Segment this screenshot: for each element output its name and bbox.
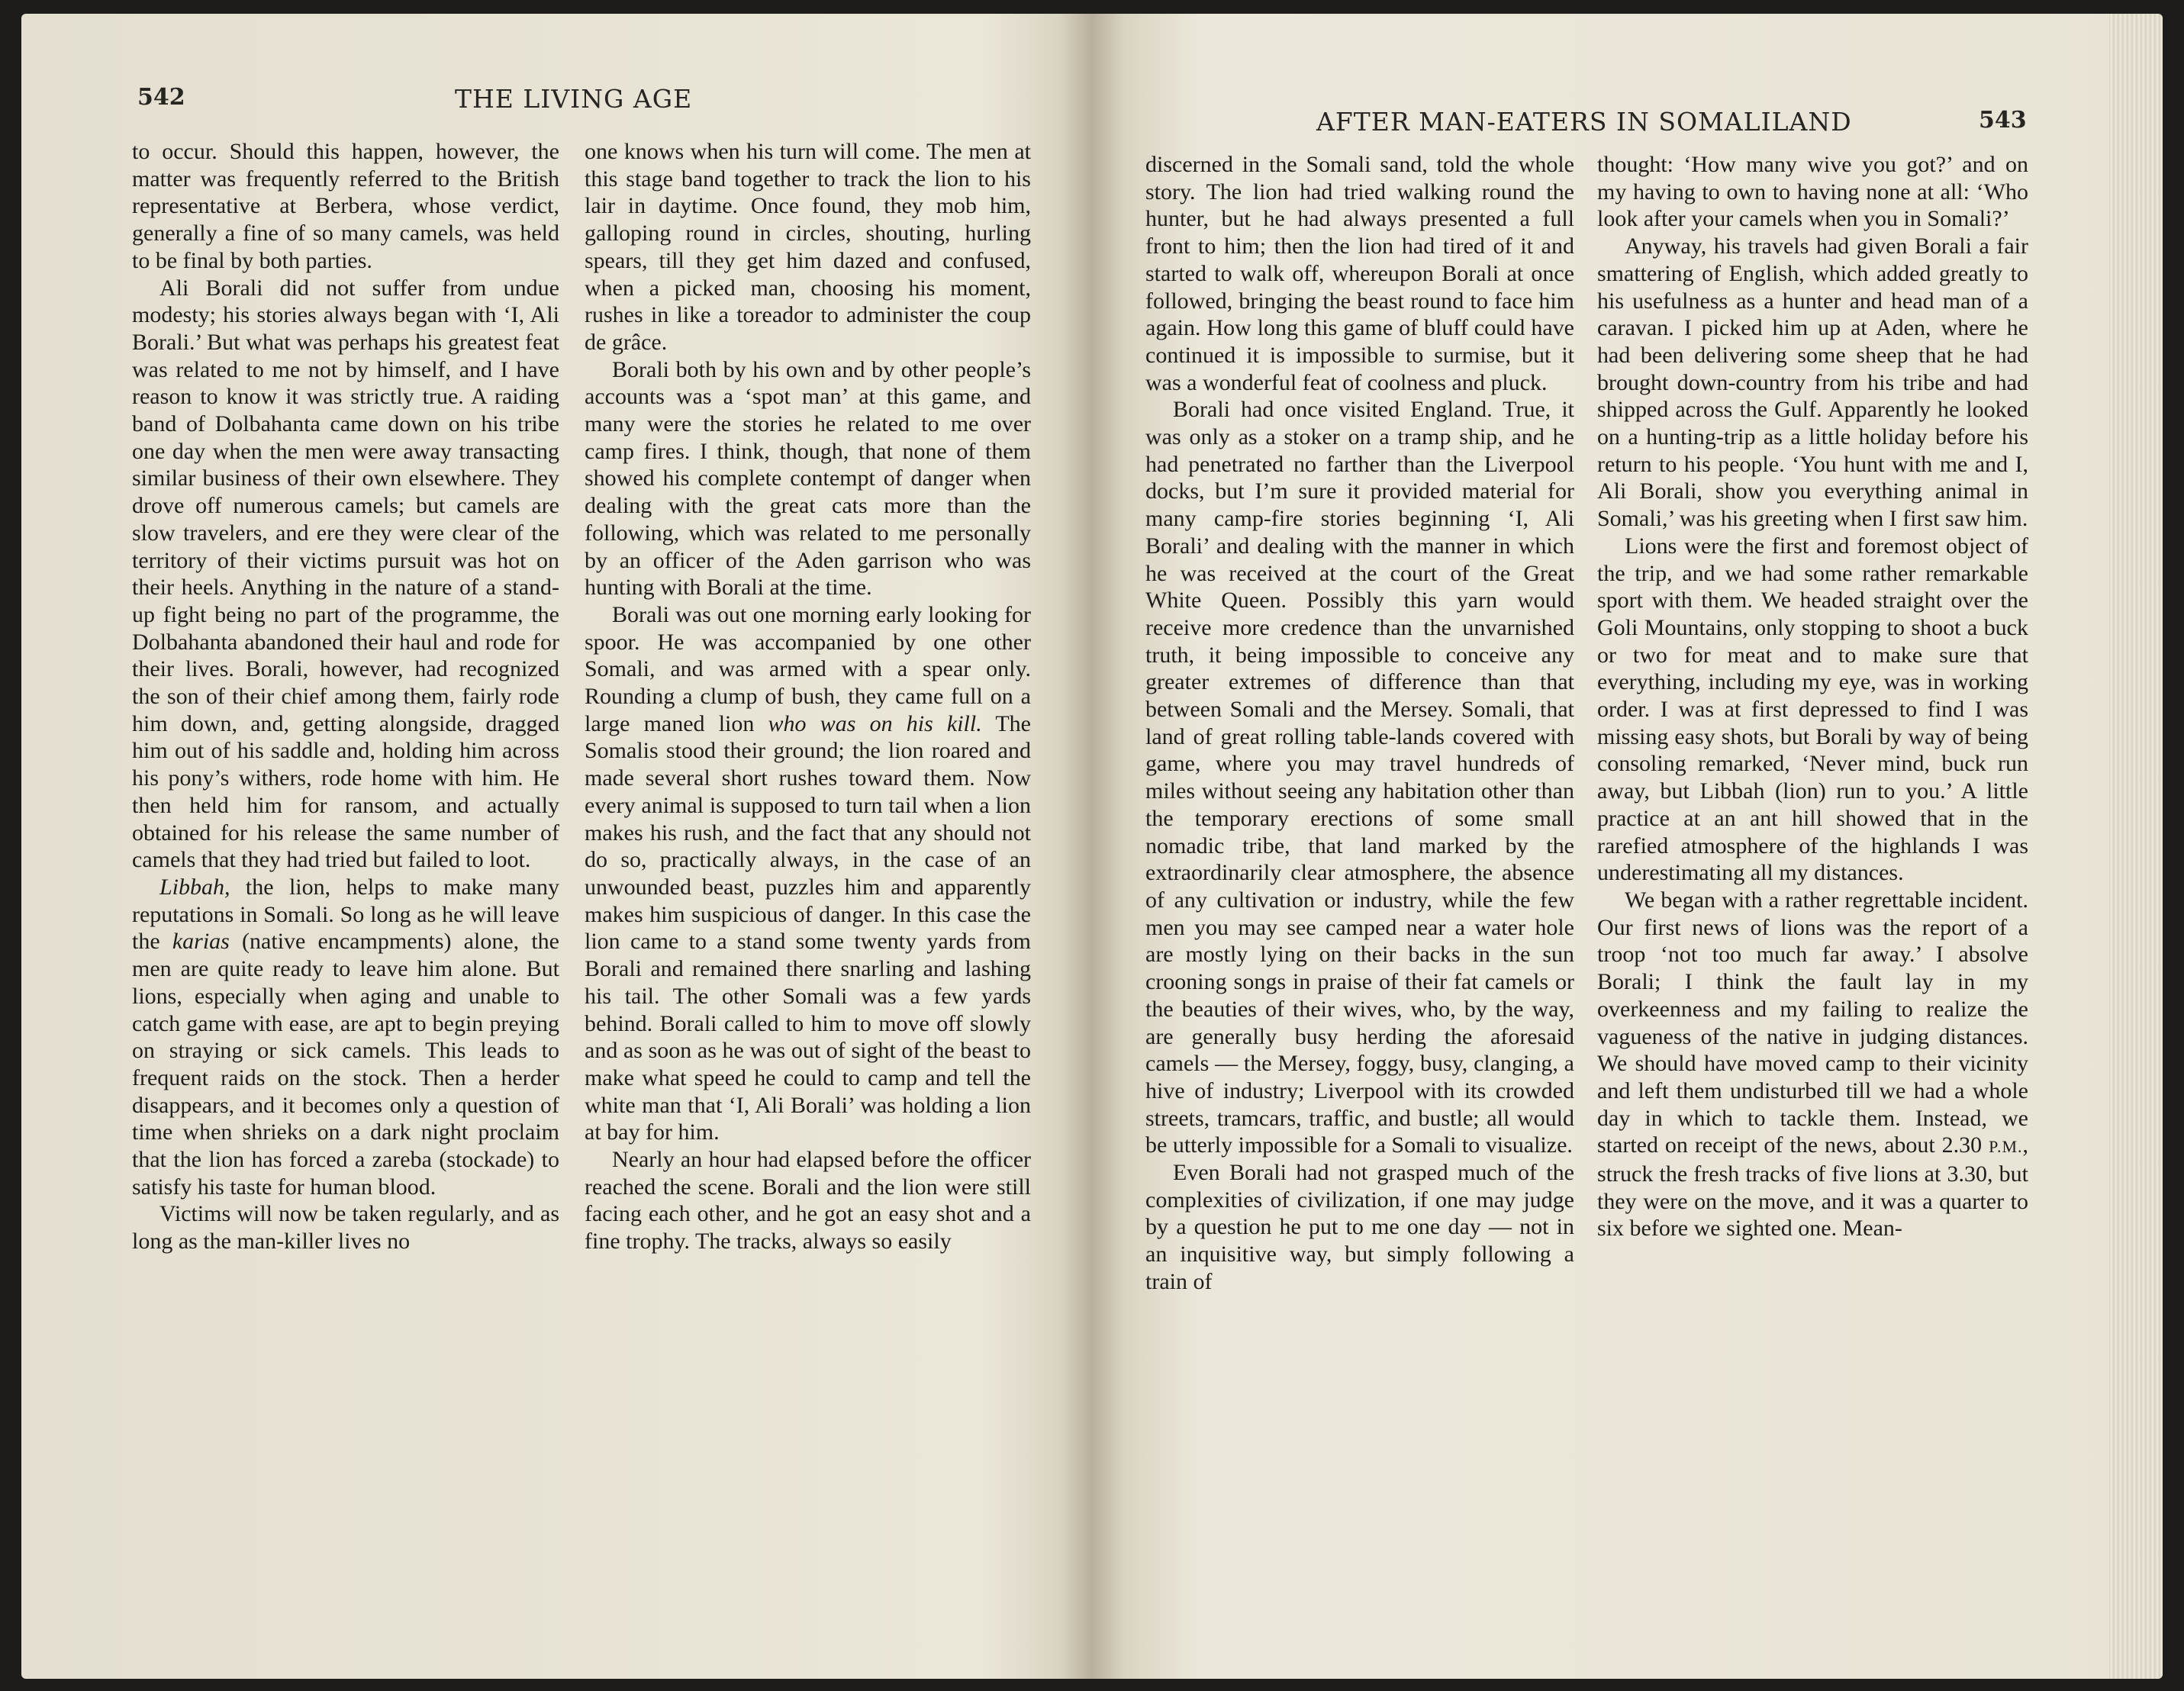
paragraph-text: , struck the fresh tracks of five lions at 3.30, but they were on the move, and it was a quarter to six before we sighted one. Mean- [1597, 1132, 2028, 1242]
paragraph: Anyway, his travels had given Borali a fair smattering of English, which added greatly to his usefulness as a hunter and head man of a caravan. I picked him up at Aden, where he had been delivering some sheep that he had brought down-country from his tribe and had shipped across the Gulf. Apparently he looked on a hunting-trip as a little holiday before his return to his people. ‘You hunt with me and I, Ali Borali, show you everything animal in Somali,’ was his greeting when I first saw him. [1597, 234, 2028, 532]
paragraph: Victims will now be taken regularly, and as long as the man-killer lives no [132, 1201, 559, 1255]
italic-term: karias [172, 929, 230, 955]
italic-term: Libbah, [159, 874, 230, 900]
paragraph [1597, 887, 2028, 1242]
paragraph: Even Borali had not grasped much of the complexities of civilization, if one may judge by a question he put to me one day — not in an inquisitive way, but simply following a train of [1145, 1160, 1574, 1294]
paragraph: Ali Borali did not suffer from undue modesty; his stories always began with ‘I, Ali Borali.’ But what was perhaps his greatest feat was related to me not by himself, and I have reason to know it was strictly true. A raiding band of Dolbahanta came down on his tribe one day when the men were away transacting similar business of their own elsewhere. They drove off numerous camels; but camels are slow travelers, and ere they were clear of the territory of their victims pursuit was hot on their heels. Anything in the nature of a stand-up fight being no part of the programme, the Dolbahanta abandoned their haul and rode for their lives. Borali, however, had recognized the son of their chief among them, fairly rode him down, and, getting alongside, dragged him out of his saddle and, holding him across his pony’s withers, rode home with him. He then held him for ransom, and actually obtained for his release the same number of camels that they had tried but failed to loot. [132, 275, 559, 873]
paragraph: thought: ‘How many wive you got?’ and on my having to own to having none at all: ‘Who look after your camels when you in Somali?’ [1597, 152, 2028, 232]
page-number: 542 [137, 84, 185, 111]
paragraph-text: We began with a rather regrettable incident. Our first news of lions was the report of a troop ‘not too much far away.’ I absolve Borali; I think the fault lay in my overkeenness and my failing to realize the vagueness of the native in judging distances. We should have moved camp to their vicinity and left them undisturbed till we had a whole day in which to tackle them. Instead, we started on receipt of the news, about 2.30 [1597, 887, 2028, 1158]
paragraph: Nearly an hour had elapsed before the officer reached the scene. Borali and the lion were still facing each other, and he got an easy shot and a fine trophy. The tracks, always so easily [585, 1147, 1031, 1255]
paragraph: Borali both by his own and by other people’s accounts was a ‘spot man’ at this game, and many were the stories he related to me over camp fires. I think, though, that none of them showed his complete contempt of danger when dealing with the great cats more than the following, which was related to me personally by an officer of the Aden garrison who was hunting with Borali at the time. [585, 356, 1031, 601]
paragraph-text: Borali was out one morning early looking for spoor. He was accompanied by one other Somali, and was armed with a spear only. Rounding a clump of bush, they came full on a large maned lion [585, 601, 1031, 736]
paragraph: to occur. Should this happen, however, the matter was frequently referred to the British representative at Berbera, whose verdict, generally a fine of so many camels, was held to be final by both parties. [132, 139, 559, 273]
paragraph [585, 601, 1031, 1146]
right-page [1094, 14, 2131, 1679]
italic-phrase: who was on his kill. [768, 710, 982, 736]
paragraph: Lions were the first and foremost object of the trip, and we had some rather remarkable sport with them. We headed straight over the Goli Mountains, only stopping to shoot a buck or two for meat and to make sure that everything, including my eye, was in working order. I was at first depressed to find I was missing easy shots, but Borali by way of being consoling remarked, ‘Never mind, buck run away, but Libbah (lion) run to you.’ A little practice at an ant hill showed that in the rarefied atmosphere of the highlands I was underestimating all my distances. [1597, 533, 2028, 886]
running-head: AFTER MAN-EATERS IN SOMALILAND [1316, 107, 1852, 137]
book-spread [21, 14, 2163, 1679]
left-page [21, 14, 1074, 1679]
paragraph: Borali had once visited England. True, it was only as a stoker on a tramp ship, and he had penetrated no farther than the Liverpool docks, but I’m sure it provided material for many camp-fire stories beginning ‘I, Ali Borali’ and dealing with the manner in which he was received at the court of the Great White Queen. Possibly this yarn would receive more credence than the unvarnished truth, it being impossible to conceive any greater extremes of difference than that between Somali and the Mersey. Somali, that land of great rolling table-lands covered with game, where you may travel hundreds of miles without seeing any habitation other than the temporary erections of some small nomadic tribe, that land marked by the extraordinarily clear atmosphere, the absence of any cultivation or industry, while the few men you may see camped near a water hole are mostly lying on their backs in the sun crooning songs in praise of their fat camels or the beauties of their wives, who, by the way, are generally busy herding the aforesaid camels — the Mersey, foggy, busy, clanging, a hive of industry; Liverpool with its crowded streets, tramcars, traffic, and bustle; all would be utterly impossible for a Somali to visualize. [1145, 397, 1574, 1158]
text-column-2 [585, 138, 1031, 1255]
paragraph-text: (native encampments) alone, the men are quite ready to leave him alone. But lions, especially when aging and unable to catch game with ease, are apt to begin preying on straying or sick camels. This leads to frequent raids on the stock. Then a herder disappears, and it becomes only a question of time when shrieks on a dark night proclaim that the lion has forced a zareba (stockade) to satisfy his taste for human blood. [132, 929, 559, 1200]
small-caps-abbr: P.M. [1989, 1137, 2023, 1157]
paragraph: discerned in the Somali sand, told the whole story. The lion had tried walking round the hunter, but he had always presented a full front to him; then the lion had tired of it and started to walk off, whereupon Borali at once followed, bringing the beast round to face him again. How long this game of bluff could have continued it is impossible to surmise, but it was a wonderful feat of coolness and pluck. [1145, 152, 1574, 395]
text-column-1 [1145, 151, 1574, 1296]
page-number: 543 [1979, 107, 2027, 134]
running-head: THE LIVING AGE [455, 84, 693, 114]
paragraph: one knows when his turn will come. The men at this stage band together to track the lion to his lair in daytime. Once found, they mob him, galloping round in circles, shouting, hurling spears, till they get him dazed and confused, when a picked man, choosing his moment, rushes in like a toreador to administer the coup de grâce. [585, 139, 1031, 355]
text-column-1 [132, 138, 559, 1255]
text-column-2 [1597, 151, 2028, 1242]
paragraph-text: The Somalis stood their ground; the lion roared and made several short rushes toward them. Now every animal is supposed to turn tail when a lion makes his rush, and the fact that any should not do so, practically always, in the case of an unwounded beast, puzzles him and apparently makes him suspicious of danger. In this case the lion came to a stand some twenty yards from Borali and remained there snarling and lashing his tail. The other Somali was a few yards behind. Borali called to him to move off slowly and as soon as he was out of sight of the beast to make what speed he could to camp and tell the white man that ‘I, Ali Borali’ was holding a lion at bay for him. [585, 710, 1031, 1145]
paragraph [132, 874, 559, 1200]
paragraph-text: the lion, helps to make many reputations in Somali. So long as he will leave the [132, 874, 559, 955]
